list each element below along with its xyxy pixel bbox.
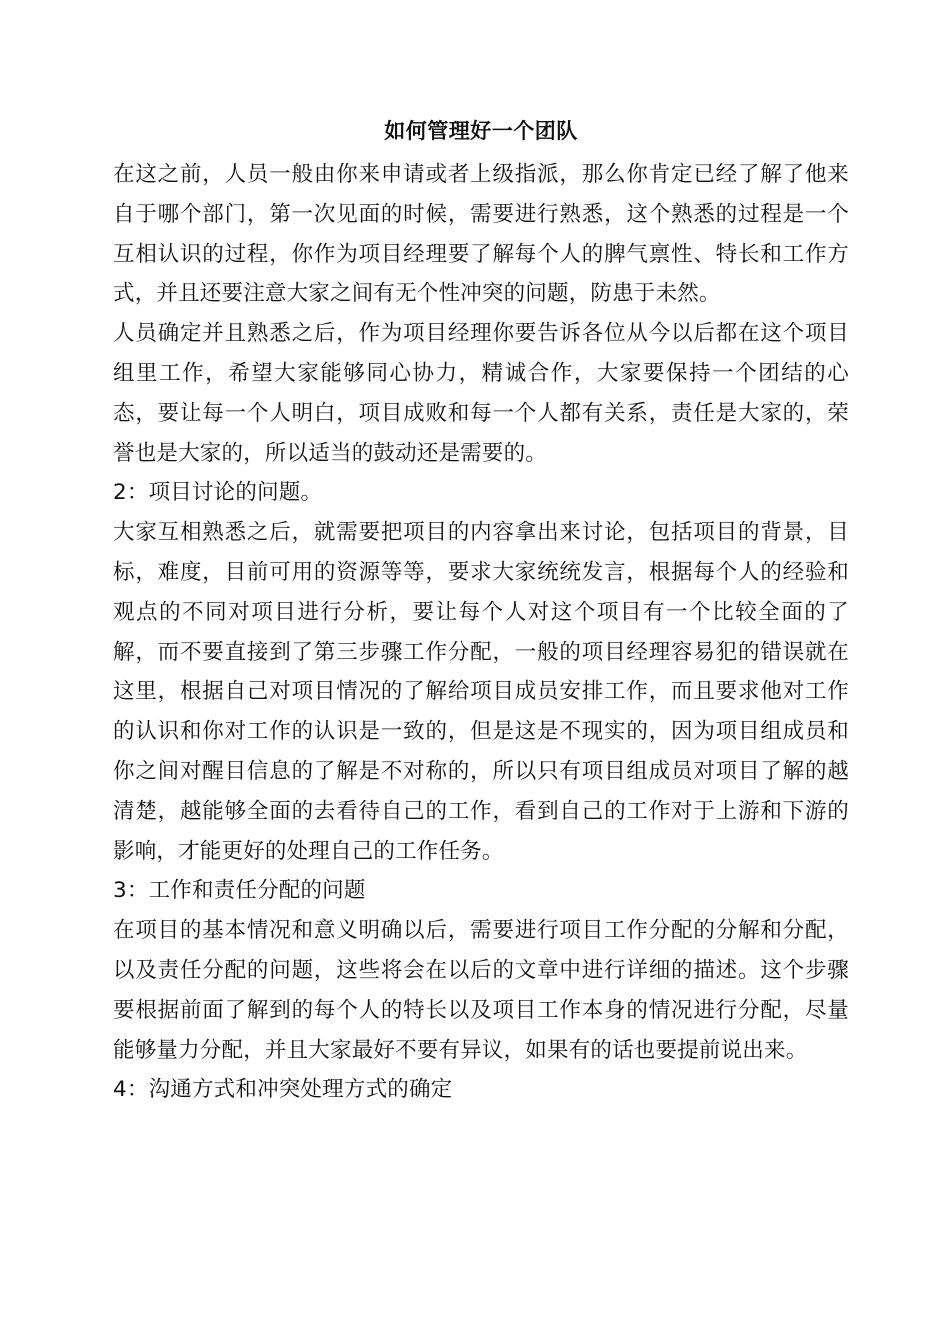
paragraph-introduction: 在这之前，人员一般由你来申请或者上级指派，那么你肯定已经了解了他来自于哪个部门，第一次见面的时候，需要进行熟悉，这个熟悉的过程是一个互相认识的过程，你作为项目经理要了解每个人的脾气禀性、特长和工作方式，并且还要注意大家之间有无个性冲突的问题，防患于未然。 bbox=[113, 162, 849, 307]
section-heading-communication: 4：沟通方式和冲突处理方式的确定 bbox=[113, 1077, 453, 1103]
paragraph-work-allocation: 在项目的基本情况和意义明确以后，需要进行项目工作分配的分解和分配，以及责任分配的问题，这些将会在以后的文章中进行详细的描述。这个步骤要根据前面了解到的每个人的特长以及项目工作本身的情况进行分配，尽量能够量力分配，并且大家最好不要有异议，如果有的话也要提前说出来。 bbox=[113, 918, 849, 1063]
paragraph-project-discussion: 大家互相熟悉之后，就需要把项目的内容拿出来讨论，包括项目的背景，目标，难度，目前可用的资源等等，要求大家统统发言，根据每个人的经验和观点的不同对项目进行分析，要让每个人对这个项目有一个比较全面的了解，而不要直接到了第三步骤工作分配，一般的项目经理容易犯的错误就在这里，根据自己对项目情况的了解给项目成员安排工作，而且要求他对工作的认识和你对工作的认识是一致的，但是这是不现实的，因为项目组成员和你之间对醒目信息的了解是不对称的，所以只有项目组成员对项目了解的越清楚，越能够全面的去看待自己的工作，看到自己的工作对于上游和下游的影响，才能更好的处理自己的工作任务。 bbox=[113, 520, 849, 864]
section-heading-project-discussion: 2：项目讨论的问题。 bbox=[113, 480, 323, 506]
document-title: 如何管理好一个团队 bbox=[384, 119, 578, 143]
paragraph-team-unity: 人员确定并且熟悉之后，作为项目经理你要告诉各位从今以后都在这个项目组里工作，希望大家能够同心协力，精诚合作，大家要保持一个团结的心态，要让每一个人明白，项目成败和每一个人都有关系，责任是大家的，荣誉也是大家的，所以适当的鼓动还是需要的。 bbox=[113, 321, 849, 466]
document-body bbox=[113, 114, 849, 1110]
section-heading-work-allocation: 3：工作和责任分配的问题 bbox=[113, 878, 366, 904]
